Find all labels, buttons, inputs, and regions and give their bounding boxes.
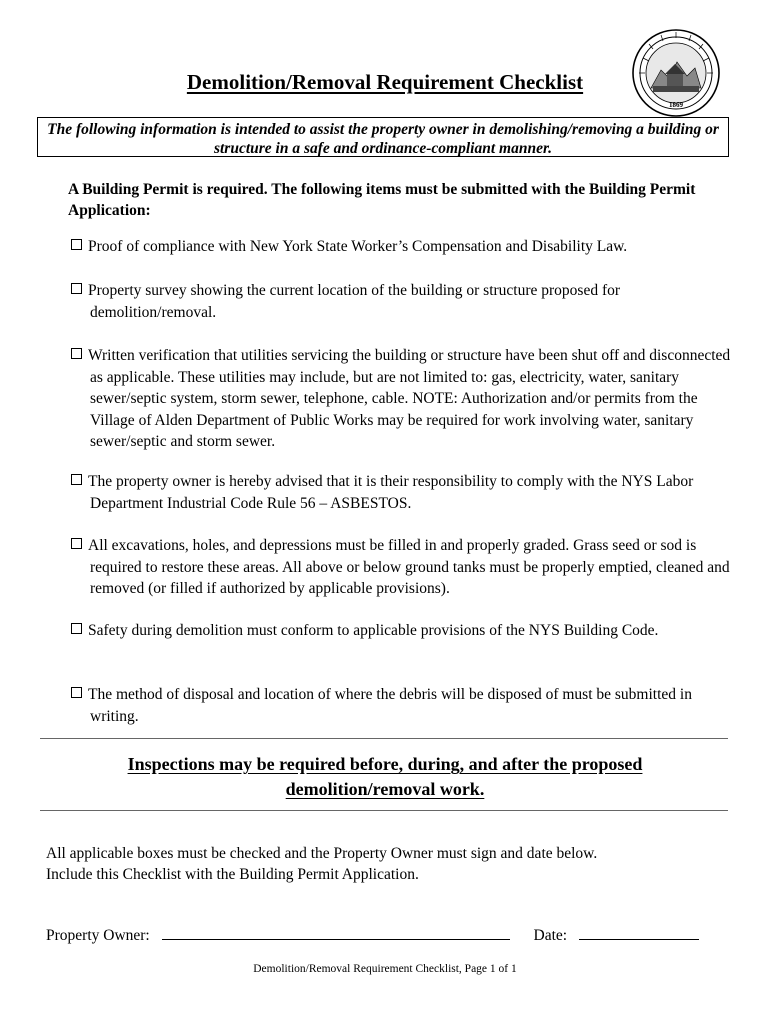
intro-box <box>37 117 729 157</box>
signature-row <box>46 925 736 946</box>
checklist-item <box>68 684 733 727</box>
checklist-item <box>68 471 733 514</box>
checklist-item <box>68 236 733 258</box>
document-title: Demolition/Removal Requirement Checklist <box>186 70 584 94</box>
checklist-item-text: Property survey showing the current location of the building or structure proposed for demolition/removal. <box>88 282 621 321</box>
property-owner-signature-line[interactable] <box>162 925 510 940</box>
intro-text: The following information is intended to assist the property owner in demolishing/removing a building or structure in a safe and ordinance-compliant manner. <box>47 121 719 157</box>
checklist-item <box>68 345 733 453</box>
date-line[interactable] <box>579 925 699 940</box>
checkbox[interactable] <box>71 283 82 294</box>
checklist-item <box>68 620 733 642</box>
checkbox[interactable] <box>71 474 82 485</box>
checklist-item <box>68 280 733 323</box>
date-label: Date: <box>533 927 568 944</box>
checkbox[interactable] <box>71 687 82 698</box>
checkbox[interactable] <box>71 239 82 250</box>
checkbox[interactable] <box>71 623 82 634</box>
checklist-item-text: The method of disposal and location of where the debris will be disposed of must be submitted in writing. <box>88 686 692 725</box>
checklist-item-text: Safety during demolition must conform to applicable provisions of the NYS Building Code. <box>88 622 659 639</box>
requirement-heading: A Building Permit is required. The following items must be submitted with the Building Permit Application: <box>68 181 696 219</box>
property-owner-label: Property Owner: <box>46 927 150 944</box>
page-footer: Demolition/Removal Requirement Checklist, Page 1 of 1 <box>253 963 517 975</box>
checklist-item-text: Proof of compliance with New York State Worker’s Compensation and Disability Law. <box>88 238 628 255</box>
checklist-item-text: All excavations, holes, and depressions must be filled in and properly graded. Grass seed or sod is required to restore these areas. All above or below ground tanks must be properly emptied, cleaned and removed (or filled if authorized by applicable provisions). <box>88 537 730 597</box>
instructions-note <box>46 843 726 885</box>
divider <box>40 810 728 811</box>
checklist-item-text: The property owner is hereby advised that it is their responsibility to comply with the NYS Labor Department Industrial Code Rule 56 – ASBESTOS. <box>88 473 694 512</box>
seal-year: 1869 <box>669 101 683 109</box>
checklist-item-text: Written verification that utilities servicing the building or structure have been shut off and disconnected as applicable. These utilities may include, but are not limited to: gas, electricity, water, sanitary sewer/septic system, storm sewer, telephone, cable. NOTE: Authorization and/or permits from the Village of Alden Department of Public Works may be required for work involving water, sanitary sewer/septic and storm sewer. <box>88 347 731 450</box>
divider <box>40 738 728 739</box>
checklist-item <box>68 535 733 600</box>
inspections-heading: Inspections may be required before, during, and after the proposed demolition/removal work. <box>127 754 643 799</box>
note-line: All applicable boxes must be checked and the Property Owner must sign and date below. <box>46 845 598 862</box>
checkbox[interactable] <box>71 348 82 359</box>
checkbox[interactable] <box>71 538 82 549</box>
note-line: Include this Checklist with the Building Permit Application. <box>46 866 419 883</box>
